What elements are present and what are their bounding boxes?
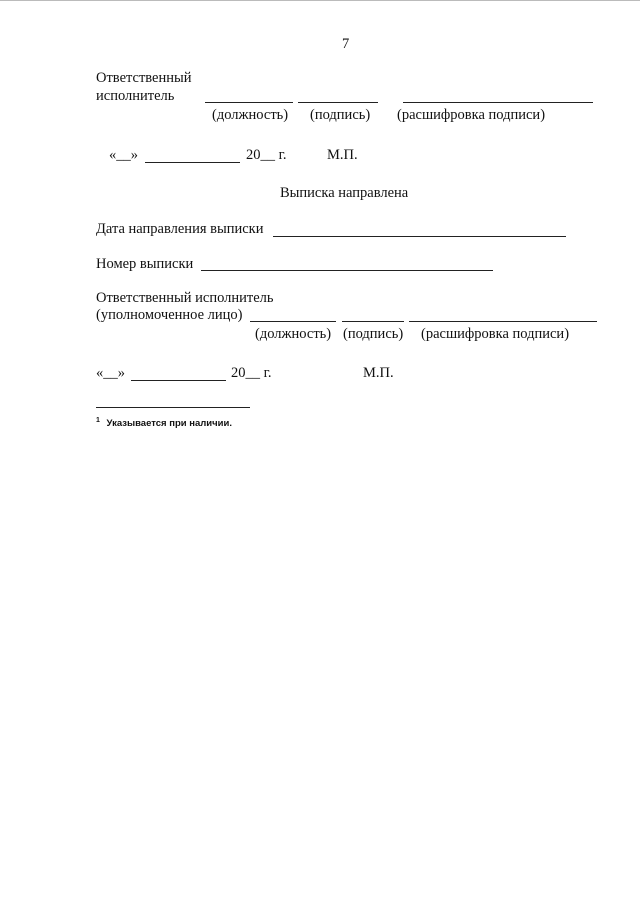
responsible-label-line2: исполнитель bbox=[96, 88, 175, 104]
date-day-1: «__» bbox=[109, 147, 138, 163]
responsible-authorized-line2: (уполномоченное лицо) bbox=[96, 307, 243, 323]
date-month-line-1[interactable] bbox=[145, 162, 240, 163]
responsible-authorized-line1: Ответственный исполнитель bbox=[96, 290, 274, 306]
top-edge-line bbox=[0, 0, 640, 1]
position-field-line-2[interactable] bbox=[250, 321, 336, 322]
footnote-text: Указывается при наличии. bbox=[106, 418, 232, 429]
caption-position: (должность) bbox=[212, 107, 289, 123]
decoding-field-line[interactable] bbox=[403, 102, 593, 103]
date-month-line-2[interactable] bbox=[131, 380, 226, 381]
responsible-label-line1: Ответственный bbox=[96, 70, 192, 86]
date-sent-field-line[interactable] bbox=[273, 236, 566, 237]
caption-signature-2: (подпись) bbox=[343, 326, 404, 342]
date-day-2: «__» bbox=[96, 365, 125, 381]
position-field-line[interactable] bbox=[205, 102, 293, 103]
date-year-2: 20__ г. bbox=[231, 365, 272, 381]
extract-number-label: Номер выписки bbox=[96, 256, 194, 272]
footnote-separator bbox=[96, 407, 250, 408]
stamp-2: М.П. bbox=[363, 365, 394, 381]
decoding-field-line-2[interactable] bbox=[409, 321, 597, 322]
stamp-1: М.П. bbox=[327, 147, 358, 163]
signature-field-line[interactable] bbox=[298, 102, 378, 103]
footnote bbox=[96, 415, 232, 433]
footnote-marker: 1 bbox=[96, 417, 100, 424]
caption-decoding: (расшифровка подписи) bbox=[397, 107, 546, 123]
extract-number-field-line[interactable] bbox=[201, 270, 493, 271]
extract-sent-heading: Выписка направлена bbox=[280, 185, 409, 201]
date-sent-label: Дата направления выписки bbox=[96, 221, 264, 237]
date-year-1: 20__ г. bbox=[246, 147, 287, 163]
caption-decoding-2: (расшифровка подписи) bbox=[421, 326, 570, 342]
page-number: 7 bbox=[342, 36, 350, 52]
caption-signature: (подпись) bbox=[310, 107, 371, 123]
signature-field-line-2[interactable] bbox=[342, 321, 404, 322]
caption-position-2: (должность) bbox=[255, 326, 332, 342]
